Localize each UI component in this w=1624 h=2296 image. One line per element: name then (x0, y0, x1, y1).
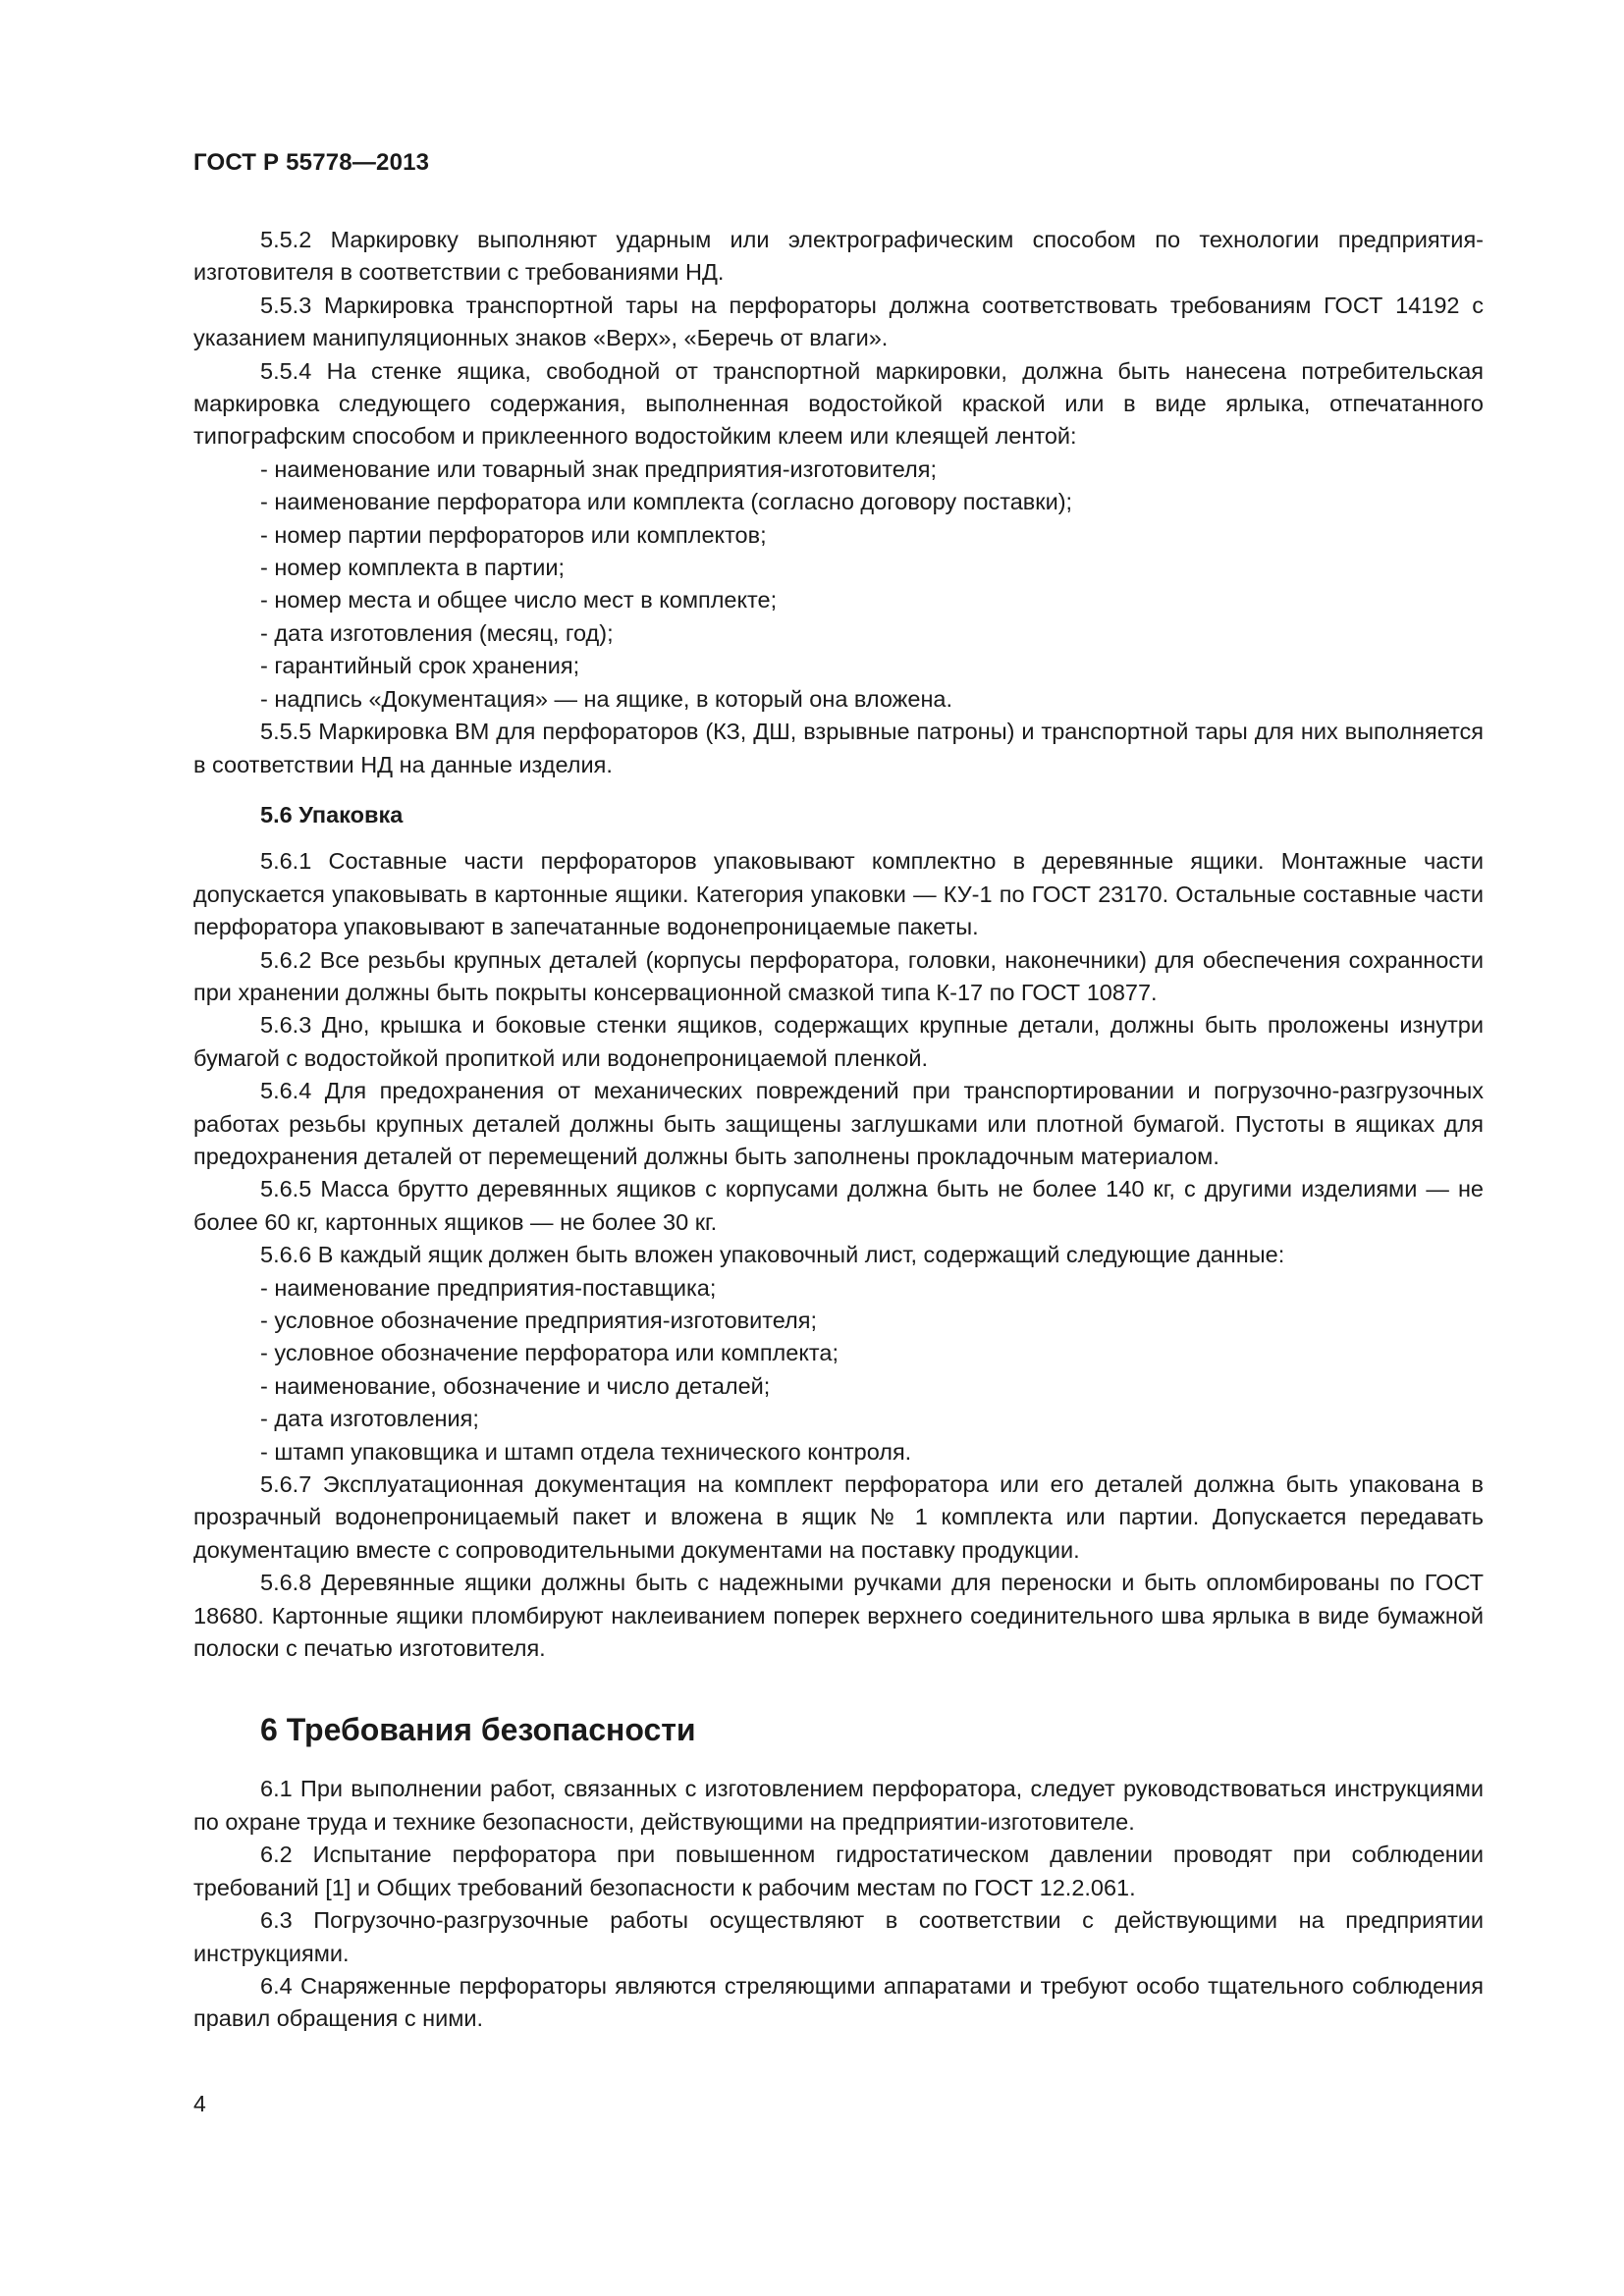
paragraph: 5.6.6 В каждый ящик должен быть вложен упаковочный лист, содержащий следующие данные: (260, 1242, 1285, 1268)
list-item: - наименование или товарный знак предприятия-изготовителя; (260, 455, 937, 482)
list-item: - дата изготовления; (260, 1406, 479, 1432)
page-number: 4 (193, 2091, 206, 2116)
paragraph: 5.6.4 Для предохранения от механических повреждений при транспортировании и погрузочно-разгрузочных работах резьбы крупных деталей должны быть защищены заглушками или плотной бумагой. Пустоты в ящиках для предохранения деталей от перемещений должны быть заполнены прокладочным материалом. (193, 1078, 1484, 1169)
paragraph: 6.1 При выполнении работ, связанных с изготовлением перфоратора, следует руководствоваться инструкциями по охране труда и технике безопасности, действующими на предприятии-изготовителе. (193, 1776, 1484, 1835)
list-item: - условное обозначение предприятия-изготовителя; (260, 1308, 818, 1333)
list-item: - номер комплекта в партии; (260, 555, 566, 581)
paragraph: 5.5.4 На стенке ящика, свободной от транспортной маркировки, должна быть нанесена потребительская маркировка следующего содержания, выполненная водостойкой краской или в виде ярлыка, отпечатанного типографским способом и приклеенного водостойким клеем или клеящей лентой: (193, 357, 1484, 450)
list-item: - номер места и общее число мест в комплекте; (260, 587, 778, 614)
list-item: - гарантийный срок хранения; (260, 653, 580, 679)
subsection-heading: 5.6 Упаковка (260, 801, 404, 828)
paragraph: 5.6.3 Дно, крышка и боковые стенки ящиков, содержащих крупные детали, должны быть проложены изнутри бумагой с водостойкой пропиткой или водонепроницаемой пленкой. (193, 1012, 1484, 1071)
paragraph: 5.5.3 Маркировка транспортной тары на перфораторы должна соответствовать требованиям ГОСТ 14192 с указанием манипуляционных знаков «Верх», «Беречь от влаги». (193, 292, 1484, 351)
paragraph: 5.6.2 Все резьбы крупных деталей (корпусы перфоратора, головки, наконечники) для обеспечения сохранности при хранении должны быть покрыты консервационной смазкой типа К-17 по ГОСТ 10877. (193, 946, 1484, 1005)
paragraph: 5.6.1 Составные части перфораторов упаковывают комплектно в деревянные ящики. Монтажные части допускается упаковывать в картонные ящики. Категория упаковки — КУ-1 по ГОСТ 23170. Остальные составные части перфоратора упаковывают в запечатанные водонепроницаемые пакеты. (193, 848, 1484, 940)
list-item: - наименование перфоратора или комплекта (согласно договору поставки); (260, 489, 1073, 515)
list-item: - номер партии перфораторов или комплектов; (260, 521, 767, 548)
document-page (193, 0, 1484, 2296)
document-body (193, 224, 1484, 2036)
paragraph: 5.5.2 Маркировку выполняют ударным или электрографическим способом по технологии предприятия-изготовителя в соответствии с требованиями НД. (193, 227, 1484, 286)
list-item: - наименование, обозначение и число деталей; (260, 1372, 771, 1399)
paragraph: 5.6.5 Масса брутто деревянных ящиков с корпусами должна быть не более 140 кг, с другими изделиями — не более 60 кг, картонных ящиков — не более 30 кг. (193, 1176, 1484, 1235)
paragraph: 6.2 Испытание перфоратора при повышенном гидростатическом давлении проводят при соблюдении требований [1] и Общих требований безопасности к рабочим местам по ГОСТ 12.2.061. (193, 1842, 1484, 1900)
list-item: - надпись «Документация» — на ящике, в который она вложена. (260, 685, 953, 712)
paragraph: 6.4 Снаряженные перфораторы являются стреляющими аппаратами и требуют особо тщательного соблюдения правил обращения с ними. (193, 1972, 1484, 2032)
paragraph: 5.5.5 Маркировка ВМ для перфораторов (КЗ, ДШ, взрывные патроны) и транспортной тары для них выполняется в соответствии НД на данные изделия. (193, 719, 1484, 777)
paragraph: 5.6.7 Эксплуатационная документация на комплект перфоратора или его деталей должна быть упакована в прозрачный водонепроницаемый пакет и вложена в ящик № 1 комплекта или партии. Допускается передавать документацию вместе с сопроводительными документами на поставку продукции. (193, 1471, 1484, 1563)
document-header: ГОСТ Р 55778—2013 (193, 149, 430, 176)
section-heading: 6 Требования безопасности (260, 1712, 696, 1748)
list-item: - условное обозначение перфоратора или комплекта; (260, 1340, 839, 1366)
list-item: - наименование предприятия-поставщика; (260, 1274, 717, 1301)
paragraph: 6.3 Погрузочно-разгрузочные работы осуществляют в соответствии с действующими на предприятии инструкциями. (193, 1907, 1484, 1966)
list-item: - дата изготовления (месяц, год); (260, 619, 614, 646)
paragraph: 5.6.8 Деревянные ящики должны быть с надежными ручками для переноски и быть опломбированы по ГОСТ 18680. Картонные ящики пломбируют наклеиванием поперек верхнего соединительного шва ярлыка в виде бумажной полоски с печатью изготовителя. (193, 1570, 1484, 1662)
list-item: - штамп упаковщика и штамп отдела технического контроля. (260, 1438, 912, 1465)
